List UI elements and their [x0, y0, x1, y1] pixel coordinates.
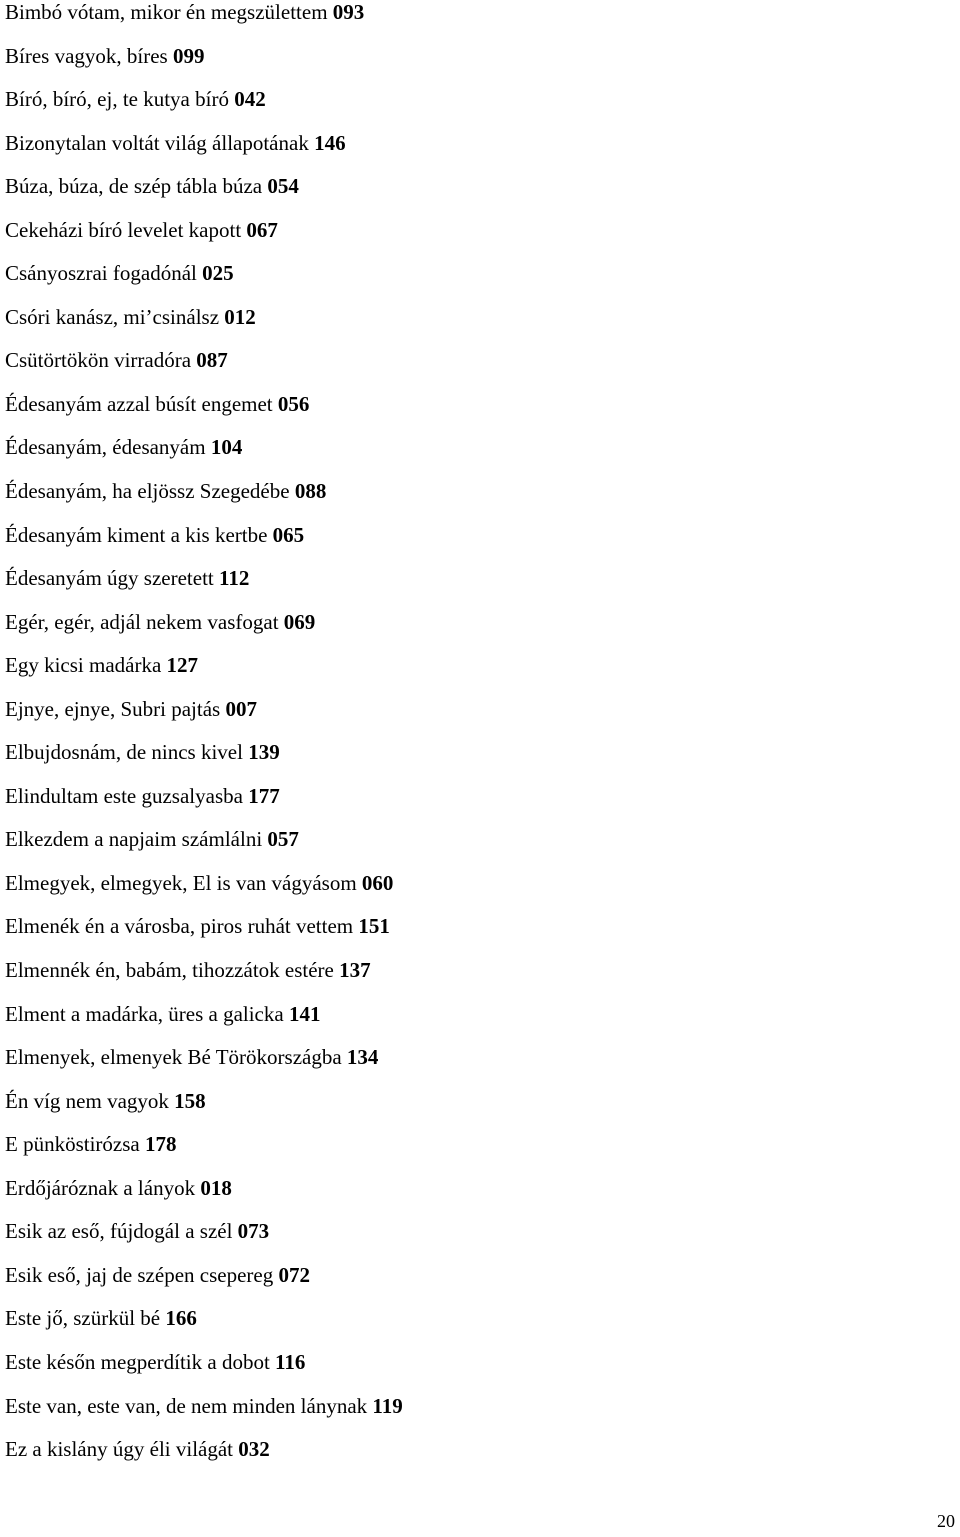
- index-entry: [5, 261, 403, 305]
- entry-title: Édesanyám azzal búsít engemet: [5, 391, 273, 416]
- entry-title: Édesanyám, ha eljössz Szegedébe: [5, 479, 290, 504]
- entry-number: 141: [288, 1001, 321, 1026]
- index-entry: [5, 871, 403, 915]
- entry-number: 067: [246, 217, 278, 242]
- index-entry: [5, 610, 403, 654]
- entry-number: 178: [144, 1132, 177, 1157]
- entry-title: Bíró, bíró, ej, te kutya bíró: [5, 87, 229, 112]
- entry-title: Elmennék én, babám, tihozzátok estére: [5, 958, 334, 983]
- entry-title: E pünköstirózsa: [5, 1132, 140, 1157]
- entry-title: Egér, egér, adjál nekem vasfogat: [5, 609, 279, 634]
- index-entry: [5, 1089, 403, 1133]
- index-entry: [5, 305, 403, 349]
- index-entry: [5, 1350, 403, 1394]
- entry-title: Elmegyek, elmegyek, El is van vágyásom: [5, 870, 357, 895]
- entry-title: Csányoszrai fogadónál: [5, 261, 197, 286]
- entry-title: Elbujdosnám, de nincs kivel: [5, 740, 243, 765]
- index-entry: [5, 1045, 403, 1089]
- entry-title: Elment a madárka, üres a galicka: [5, 1001, 284, 1026]
- entry-number: 137: [339, 958, 371, 983]
- entry-title: Egy kicsi madárka: [5, 653, 162, 678]
- index-entry: [5, 435, 403, 479]
- entry-number: 093: [332, 0, 365, 24]
- entry-number: 065: [272, 522, 305, 547]
- entry-number: 146: [314, 130, 346, 155]
- entry-number: 087: [196, 348, 228, 373]
- entry-number: 073: [237, 1219, 270, 1244]
- entry-number: 158: [174, 1088, 206, 1113]
- entry-number: 088: [294, 479, 327, 504]
- entry-title: Édesanyám kiment a kis kertbe: [5, 522, 268, 547]
- entry-number: 025: [202, 261, 234, 286]
- entry-title: Erdőjáróznak a lányok: [5, 1175, 196, 1200]
- entry-title: Elkezdem a napjaim számlálni: [5, 827, 263, 852]
- entry-number: 018: [200, 1175, 232, 1200]
- song-index-list: [5, 0, 403, 1481]
- entry-title: Elmenyek, elmenyek Bé Törökországba: [5, 1045, 342, 1070]
- entry-number: 054: [267, 174, 299, 199]
- index-entry: [5, 131, 403, 175]
- index-entry: [5, 348, 403, 392]
- index-entry: [5, 653, 403, 697]
- entry-title: Elindultam este guzsalyasba: [5, 783, 243, 808]
- entry-number: 116: [275, 1349, 306, 1374]
- entry-title: Bíres vagyok, bíres: [5, 43, 168, 68]
- entry-number: 056: [277, 391, 310, 416]
- index-entry: [5, 740, 403, 784]
- entry-number: 166: [165, 1306, 197, 1331]
- entry-number: 139: [248, 740, 280, 765]
- index-entry: [5, 784, 403, 828]
- entry-number: 007: [225, 696, 257, 721]
- index-entry: [5, 1394, 403, 1438]
- entry-title: Cekeházi bíró levelet kapott: [5, 217, 242, 242]
- entry-title: Esik az eső, fújdogál a szél: [5, 1219, 233, 1244]
- index-entry: [5, 1306, 403, 1350]
- index-entry: [5, 523, 403, 567]
- entry-number: 127: [166, 653, 199, 678]
- index-entry: [5, 914, 403, 958]
- entry-title: Este jő, szürkül bé: [5, 1306, 161, 1331]
- index-entry: [5, 0, 403, 44]
- entry-title: Este van, este van, de nem minden lánynak: [5, 1393, 368, 1418]
- entry-number: 177: [248, 783, 280, 808]
- entry-title: Édesanyám, édesanyám: [5, 435, 206, 460]
- index-entry: [5, 174, 403, 218]
- page-number: 20: [937, 1511, 955, 1531]
- entry-title: Esik eső, jaj de szépen csepereg: [5, 1262, 274, 1287]
- index-entry: [5, 392, 403, 436]
- entry-number: 072: [278, 1262, 310, 1287]
- entry-title: Ez a kislány úgy éli világát: [5, 1437, 234, 1462]
- entry-number: 012: [224, 304, 256, 329]
- index-entry: [5, 87, 403, 131]
- entry-number: 042: [234, 87, 266, 112]
- entry-number: 112: [219, 566, 250, 591]
- entry-number: 060: [361, 870, 394, 895]
- index-entry: [5, 827, 403, 871]
- entry-title: Édesanyám úgy szeretett: [5, 566, 214, 591]
- entry-number: 151: [358, 914, 390, 939]
- index-entry: [5, 1132, 403, 1176]
- index-entry: [5, 479, 403, 523]
- entry-title: Elmenék én a városba, piros ruhát vettem: [5, 914, 354, 939]
- entry-title: Csóri kanász, mi’csinálsz: [5, 304, 220, 329]
- entry-title: Csütörtökön virradóra: [5, 348, 192, 373]
- entry-number: 099: [172, 43, 205, 68]
- index-entry: [5, 566, 403, 610]
- index-entry: [5, 1002, 403, 1046]
- index-entry: [5, 44, 403, 88]
- entry-number: 119: [372, 1393, 403, 1418]
- entry-number: 032: [238, 1437, 270, 1462]
- entry-title: Bizonytalan voltát világ állapotának: [5, 130, 309, 155]
- entry-title: Bimbó vótam, mikor én megszülettem: [5, 0, 328, 24]
- index-entry: [5, 697, 403, 741]
- entry-title: Búza, búza, de szép tábla búza: [5, 174, 263, 199]
- entry-number: 134: [346, 1045, 379, 1070]
- entry-title: Én víg nem vagyok: [5, 1088, 169, 1113]
- index-entry: [5, 1219, 403, 1263]
- entry-number: 104: [210, 435, 243, 460]
- index-entry: [5, 1437, 403, 1481]
- entry-number: 069: [283, 609, 316, 634]
- entry-title: Este későn megperdítik a dobot: [5, 1349, 270, 1374]
- index-entry: [5, 1263, 403, 1307]
- entry-title: Ejnye, ejnye, Subri pajtás: [5, 696, 221, 721]
- index-entry: [5, 1176, 403, 1220]
- index-entry: [5, 958, 403, 1002]
- entry-number: 057: [267, 827, 299, 852]
- index-entry: [5, 218, 403, 262]
